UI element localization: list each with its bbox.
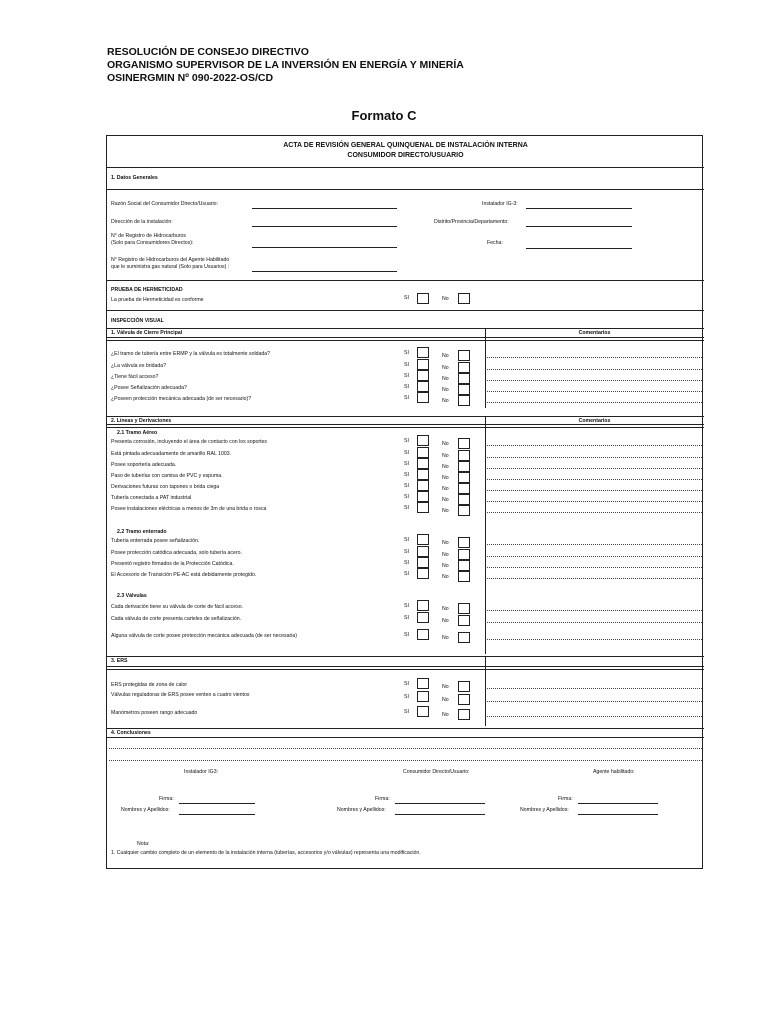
- comment-column-divider: [485, 416, 486, 654]
- si-label: SI: [404, 549, 409, 555]
- si-label: SI: [404, 603, 409, 609]
- nombres-agente-field[interactable]: [578, 814, 658, 815]
- valvula-item-label: ¿Poseen protección mecánica adecuada (de ser necesario)?: [111, 396, 252, 402]
- label-fecha: Fecha:: [487, 240, 503, 246]
- label-agente-2: que le suministra gas natural (Solo para Usuarios) :: [111, 264, 230, 270]
- ers-si-checkbox[interactable]: [417, 706, 429, 717]
- conclusiones-line[interactable]: [109, 760, 702, 761]
- no-label: No: [442, 563, 449, 569]
- si-label: SI: [404, 461, 409, 467]
- no-label: No: [442, 712, 449, 718]
- firma-label: Firma:: [375, 796, 390, 802]
- no-label: No: [442, 376, 449, 382]
- firma-label: Firma:: [159, 796, 174, 802]
- valvula-no-checkbox[interactable]: [458, 362, 470, 373]
- enterrado-no-checkbox[interactable]: [458, 560, 470, 571]
- no-label: No: [442, 540, 449, 546]
- nota-title: Nota:: [137, 841, 150, 847]
- valvula-item-label: ¿El tramo de tubería entre ERMP y la válvula es totalmente soldada?: [111, 351, 271, 357]
- firma-agente-label: Agente habilitado:: [593, 769, 635, 775]
- valvulas-no-checkbox[interactable]: [458, 615, 470, 626]
- no-label: No: [442, 497, 449, 503]
- aereo-si-checkbox[interactable]: [417, 447, 429, 458]
- aereo-no-checkbox[interactable]: [458, 438, 470, 449]
- divider: [107, 416, 704, 417]
- no-label: No: [442, 441, 449, 447]
- valvulas-si-checkbox[interactable]: [417, 600, 429, 611]
- registro-field[interactable]: [252, 247, 397, 248]
- enterrado-item-label: El Accesorio de Transición PE-AC está debidamente protegido.: [111, 572, 257, 578]
- nota-text: 1. Cualquier cambio completo de un elemento de la instalación interna (tuberías, accesorios y/o válvulas) representa una modificación.: [111, 850, 421, 856]
- aereo-comment-line[interactable]: [487, 457, 702, 458]
- acta-subtitle: CONSUMIDOR DIRECTO/USUARIO: [347, 152, 464, 159]
- divider: [107, 728, 704, 729]
- valvula-si-checkbox[interactable]: [417, 370, 429, 381]
- no-label: No: [442, 552, 449, 558]
- ers-item-label: ERS protegidas de zona de calor: [111, 682, 188, 688]
- no-label: No: [442, 697, 449, 703]
- no-label: No: [442, 618, 449, 624]
- divider: [107, 424, 704, 425]
- no-label: No: [442, 387, 449, 393]
- firma-agente-field[interactable]: [578, 803, 658, 804]
- enterrado-item-label: Presentó registro firmados de la Protección Catódica.: [111, 561, 234, 567]
- si-label: SI: [404, 537, 409, 543]
- aereo-item-label: Está pintada adecuadamente de amarillo RAL 1003.: [111, 451, 232, 457]
- inspeccion-title: INSPECCIÓN VISUAL: [111, 318, 164, 324]
- si-label: SI: [404, 472, 409, 478]
- aereo-no-checkbox[interactable]: [458, 461, 470, 472]
- razon-field[interactable]: [252, 208, 397, 209]
- no-label: No: [442, 296, 449, 302]
- valvulas-comment-line[interactable]: [487, 610, 702, 611]
- section-lineas: 2. Líneas y Derivaciones: [111, 418, 172, 424]
- si-label: SI: [404, 483, 409, 489]
- no-label: No: [442, 464, 449, 470]
- valvula-no-checkbox[interactable]: [458, 373, 470, 384]
- no-label: No: [442, 453, 449, 459]
- enterrado-comment-line[interactable]: [487, 578, 702, 579]
- enterrado-comment-line[interactable]: [487, 567, 702, 568]
- enterrado-comment-line[interactable]: [487, 544, 702, 545]
- si-label: SI: [404, 438, 409, 444]
- valvula-comment-line[interactable]: [487, 391, 702, 392]
- firma-instalador-label: Instalador IG3:: [184, 769, 219, 775]
- divider: [107, 666, 704, 667]
- valvulas-title: 2.3 Válvulas: [117, 593, 147, 599]
- divider: [107, 656, 704, 657]
- valvulas-si-checkbox[interactable]: [417, 629, 429, 640]
- firma-instalador-field[interactable]: [179, 803, 255, 804]
- aereo-si-checkbox[interactable]: [417, 491, 429, 502]
- valvula-comment-line[interactable]: [487, 402, 702, 403]
- aereo-item-label: Tubería conectada a PAT industrial: [111, 495, 192, 501]
- divider: [107, 167, 704, 168]
- nombres-instalador-field[interactable]: [179, 814, 255, 815]
- nombres-consumidor-field[interactable]: [395, 814, 485, 815]
- aereo-title: 2.1 Tramo Aéreo: [117, 430, 158, 436]
- label-agente-1: N° Registro de Hidrocarburos del Agente Habilitado: [111, 257, 230, 263]
- comentarios-header: Comentarios: [578, 330, 611, 336]
- ers-comment-line[interactable]: [487, 701, 702, 702]
- label-distrito: Distrito/Provincia/Departamento:: [434, 219, 509, 225]
- divider: [107, 189, 704, 190]
- no-label: No: [442, 353, 449, 359]
- valvula-si-checkbox[interactable]: [417, 381, 429, 392]
- comentarios-header: Comentarios: [578, 418, 611, 424]
- hermeticidad-no-checkbox[interactable]: [458, 293, 470, 304]
- ers-item-label: Manómetros poseen rango adecuado: [111, 710, 198, 716]
- ers-si-checkbox[interactable]: [417, 678, 429, 689]
- section-ers: 3. ERS: [111, 658, 128, 664]
- form-title: Formato C: [351, 108, 417, 123]
- aereo-no-checkbox[interactable]: [458, 450, 470, 461]
- enterrado-item-label: Posee protección catódica adecuada, solo tubería acero.: [111, 550, 242, 556]
- firma-consumidor-field[interactable]: [395, 803, 485, 804]
- si-label: SI: [404, 395, 409, 401]
- acta-title: ACTA DE REVISIÓN GENERAL QUINQUENAL DE INSTALACIÓN INTERNA: [283, 142, 528, 149]
- aereo-no-checkbox[interactable]: [458, 494, 470, 505]
- si-label: SI: [404, 632, 409, 638]
- enterrado-si-checkbox[interactable]: [417, 568, 429, 579]
- aereo-no-checkbox[interactable]: [458, 483, 470, 494]
- aereo-no-checkbox[interactable]: [458, 472, 470, 483]
- divider: [107, 669, 704, 670]
- si-label: SI: [404, 350, 409, 356]
- no-label: No: [442, 486, 449, 492]
- no-label: No: [442, 574, 449, 580]
- agente-registro-field[interactable]: [252, 271, 397, 272]
- label-registro-2: (Solo para Consumidores Directos):: [111, 240, 194, 246]
- no-label: No: [442, 508, 449, 514]
- direccion-field[interactable]: [252, 226, 397, 227]
- acta-form: [106, 135, 703, 869]
- si-label: SI: [404, 295, 409, 301]
- valvula-item-label: ¿La válvula es bridada?: [111, 363, 167, 369]
- valvula-item-label: ¿Tiene fácil acceso?: [111, 374, 159, 380]
- divider: [107, 340, 704, 341]
- aereo-comment-line[interactable]: [487, 512, 702, 513]
- comment-column-divider: [485, 328, 486, 408]
- divider: [107, 328, 704, 329]
- aereo-comment-line[interactable]: [487, 490, 702, 491]
- conclusiones-line[interactable]: [109, 748, 702, 749]
- no-label: No: [442, 398, 449, 404]
- valvula-comment-line[interactable]: [487, 357, 702, 358]
- instalador-field[interactable]: [526, 208, 632, 209]
- si-label: SI: [404, 373, 409, 379]
- firma-consumidor-label: Consumidor Directo/Usuario:: [403, 769, 470, 775]
- firma-label: Firma:: [558, 796, 573, 802]
- valvulas-no-checkbox[interactable]: [458, 603, 470, 614]
- valvula-comment-line[interactable]: [487, 380, 702, 381]
- no-label: No: [442, 635, 449, 641]
- label-registro-1: N° de Registro de Hidrocarburos: [111, 233, 187, 239]
- valvulas-si-checkbox[interactable]: [417, 612, 429, 623]
- enterrado-title: 2.2 Tramo enterrado: [117, 529, 167, 535]
- enterrado-si-checkbox[interactable]: [417, 534, 429, 545]
- valvulas-item-label: Cada válvula de corte presenta carteles de señalización.: [111, 616, 242, 622]
- divider: [107, 280, 704, 281]
- comment-column-divider: [485, 656, 486, 726]
- si-label: SI: [404, 694, 409, 700]
- si-label: SI: [404, 494, 409, 500]
- nombres-label: Nombres y Apellidos:: [520, 807, 569, 813]
- aereo-item-label: Posee instalaciones eléctricas a menos de 3m de una brida o rosca: [111, 506, 267, 512]
- aereo-si-checkbox[interactable]: [417, 458, 429, 469]
- aereo-item-label: Derivaciones futuras con tapones o brida ciega: [111, 484, 220, 490]
- si-label: SI: [404, 615, 409, 621]
- si-label: SI: [404, 571, 409, 577]
- valvulas-item-label: Alguna válvula de corte posee protección mecánica adecuada (de ser necesaria): [111, 633, 297, 639]
- ers-item-label: Válvulas reguladoras de ERS posee venteo a cuatro vientos: [111, 692, 250, 698]
- organism-title: ORGANISMO SUPERVISOR DE LA INVERSIÓN EN ENERGÍA Y MINERÍA: [107, 59, 464, 71]
- si-label: SI: [404, 450, 409, 456]
- divider: [107, 310, 704, 311]
- enterrado-si-checkbox[interactable]: [417, 546, 429, 557]
- section-valvula: 1. Válvula de Cierre Principal: [111, 330, 183, 336]
- fecha-field[interactable]: [526, 248, 632, 249]
- enterrado-no-checkbox[interactable]: [458, 537, 470, 548]
- resolution-title: RESOLUCIÓN DE CONSEJO DIRECTIVO: [107, 46, 309, 58]
- aereo-no-checkbox[interactable]: [458, 505, 470, 516]
- section-datos: 1. Datos Generales: [111, 175, 158, 181]
- valvula-no-checkbox[interactable]: [458, 350, 470, 361]
- si-label: SI: [404, 560, 409, 566]
- ers-no-checkbox[interactable]: [458, 681, 470, 692]
- si-label: SI: [404, 505, 409, 511]
- enterrado-si-checkbox[interactable]: [417, 557, 429, 568]
- label-razon: Razón Social del Consumidor Directo/Usuario:: [111, 201, 218, 207]
- valvula-comment-line[interactable]: [487, 369, 702, 370]
- enterrado-no-checkbox[interactable]: [458, 549, 470, 560]
- enterrado-comment-line[interactable]: [487, 556, 702, 557]
- no-label: No: [442, 365, 449, 371]
- distrito-field[interactable]: [526, 226, 632, 227]
- valvulas-comment-line[interactable]: [487, 622, 702, 623]
- enterrado-no-checkbox[interactable]: [458, 571, 470, 582]
- hermeticidad-si-checkbox[interactable]: [417, 293, 429, 304]
- ers-comment-line[interactable]: [487, 716, 702, 717]
- valvula-si-checkbox[interactable]: [417, 347, 429, 358]
- divider: [107, 737, 704, 738]
- resolution-number: OSINERGMIN Nº 090-2022-OS/CD: [107, 72, 274, 84]
- si-label: SI: [404, 362, 409, 368]
- label-direccion: Dirección de la instalación:: [111, 219, 173, 225]
- enterrado-item-label: Tubería enterrada posee señalización.: [111, 538, 200, 544]
- ers-no-checkbox[interactable]: [458, 709, 470, 720]
- no-label: No: [442, 606, 449, 612]
- aereo-item-label: Posee soportería adecuada.: [111, 462, 177, 468]
- si-label: SI: [404, 709, 409, 715]
- aereo-si-checkbox[interactable]: [417, 480, 429, 491]
- si-label: SI: [404, 384, 409, 390]
- ers-no-checkbox[interactable]: [458, 694, 470, 705]
- no-label: No: [442, 475, 449, 481]
- hermeticidad-item: La prueba de Hermeticidad es conforme: [111, 297, 204, 303]
- aereo-comment-line[interactable]: [487, 445, 702, 446]
- aereo-si-checkbox[interactable]: [417, 502, 429, 513]
- divider: [107, 337, 704, 338]
- divider: [107, 427, 704, 428]
- label-instalador: Instalador IG-3:: [482, 201, 518, 207]
- aereo-comment-line[interactable]: [487, 479, 702, 480]
- aereo-si-checkbox[interactable]: [417, 469, 429, 480]
- nombres-label: Nombres y Apellidos:: [337, 807, 386, 813]
- aereo-comment-line[interactable]: [487, 501, 702, 502]
- aereo-si-checkbox[interactable]: [417, 435, 429, 446]
- valvula-si-checkbox[interactable]: [417, 392, 429, 403]
- aereo-comment-line[interactable]: [487, 468, 702, 469]
- aereo-item-label: Presenta corrosión, incluyendo el área de contacto con los soportes: [111, 439, 268, 445]
- no-label: No: [442, 684, 449, 690]
- valvula-si-checkbox[interactable]: [417, 359, 429, 370]
- valvula-item-label: ¿Posee Señalización adecuada?: [111, 385, 187, 391]
- hermeticidad-title: PRUEBA DE HERMETICIDAD: [111, 287, 183, 293]
- valvula-no-checkbox[interactable]: [458, 384, 470, 395]
- aereo-item-label: Paso de tuberías con camisa de PVC y espuma.: [111, 473, 223, 479]
- si-label: SI: [404, 681, 409, 687]
- valvulas-comment-line[interactable]: [487, 639, 702, 640]
- nombres-label: Nombres y Apellidos:: [121, 807, 170, 813]
- valvula-no-checkbox[interactable]: [458, 395, 470, 406]
- ers-si-checkbox[interactable]: [417, 691, 429, 702]
- valvulas-no-checkbox[interactable]: [458, 632, 470, 643]
- ers-comment-line[interactable]: [487, 688, 702, 689]
- section-conclusiones: 4. Conclusiones: [111, 730, 151, 736]
- valvulas-item-label: Cada derivación tiene su válvula de corte de fácil acceso.: [111, 604, 244, 610]
